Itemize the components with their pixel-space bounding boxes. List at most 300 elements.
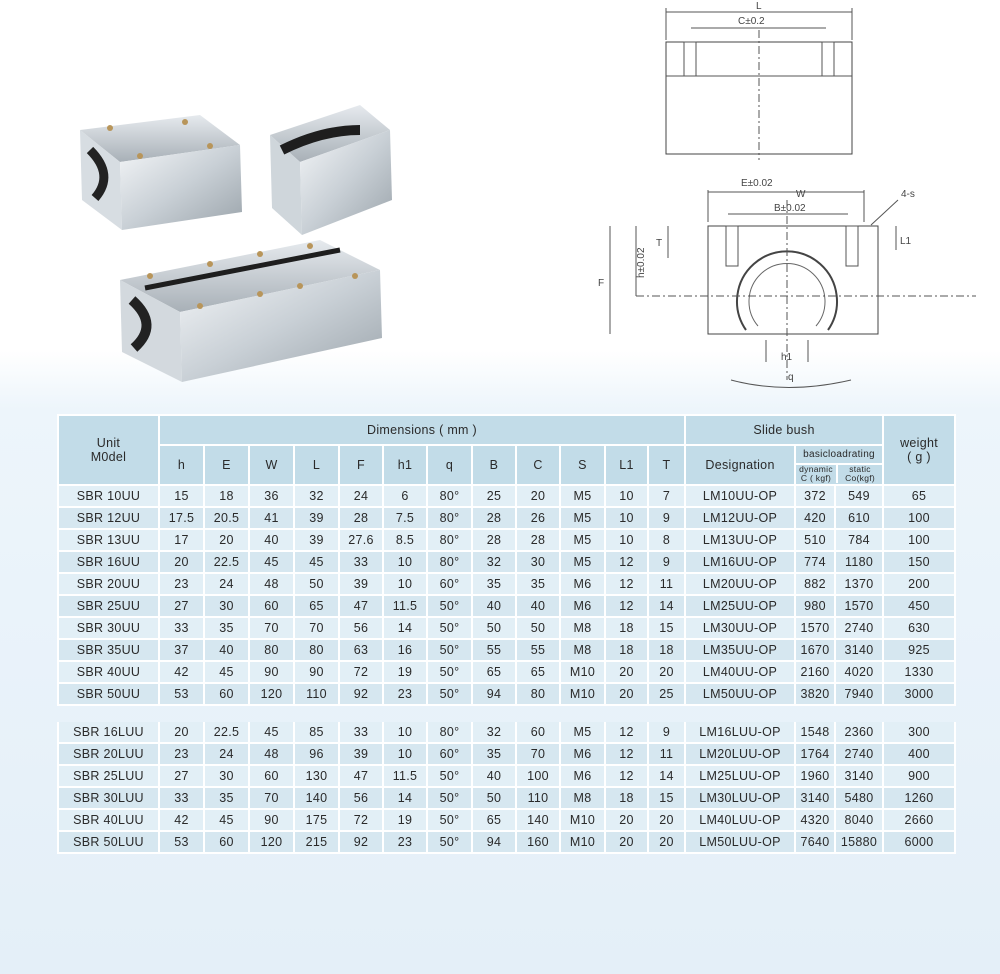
table-cell: 56 bbox=[339, 617, 383, 639]
table-cell: 10 bbox=[383, 551, 427, 573]
table-cell: 39 bbox=[339, 743, 383, 765]
table-cell: 24 bbox=[204, 743, 249, 765]
col-header: T bbox=[648, 445, 685, 485]
table-cell: 140 bbox=[294, 787, 339, 809]
table-cell: 60 bbox=[249, 765, 294, 787]
table-cell: 17.5 bbox=[159, 507, 204, 529]
table-cell: 20 bbox=[159, 551, 204, 573]
table-row bbox=[58, 765, 955, 787]
table-cell: 40 bbox=[472, 765, 516, 787]
table-cell: LM16UU-OP bbox=[685, 551, 795, 573]
table-cell: LM16LUU-OP bbox=[685, 721, 795, 743]
model-cell: SBR 40UU bbox=[58, 661, 159, 683]
table-cell: 130 bbox=[294, 765, 339, 787]
table-cell: 80 bbox=[249, 639, 294, 661]
table-cell: 80° bbox=[427, 507, 472, 529]
table-cell: 20 bbox=[204, 529, 249, 551]
table-cell: 47 bbox=[339, 765, 383, 787]
table-cell: 53 bbox=[159, 683, 204, 705]
table-cell: LM12UU-OP bbox=[685, 507, 795, 529]
table-cell: 8.5 bbox=[383, 529, 427, 551]
table-cell: 48 bbox=[249, 743, 294, 765]
table-cell: 150 bbox=[883, 551, 955, 573]
table-cell: 160 bbox=[516, 831, 560, 853]
table-cell: 18 bbox=[605, 617, 648, 639]
table-cell: 7940 bbox=[835, 683, 883, 705]
table-cell: 94 bbox=[472, 683, 516, 705]
table-cell: 12 bbox=[605, 573, 648, 595]
table-cell: 1764 bbox=[795, 743, 835, 765]
table-cell: 70 bbox=[294, 617, 339, 639]
table-cell: 11 bbox=[648, 743, 685, 765]
uu-rows bbox=[58, 485, 955, 705]
table-cell: 28 bbox=[339, 507, 383, 529]
label-T: T bbox=[656, 238, 663, 249]
table-cell: 50° bbox=[427, 639, 472, 661]
table-cell: 3140 bbox=[835, 765, 883, 787]
model-cell: SBR 16LUU bbox=[58, 721, 159, 743]
model-cell: SBR 12UU bbox=[58, 507, 159, 529]
table-cell: 65 bbox=[472, 661, 516, 683]
table-cell: 100 bbox=[516, 765, 560, 787]
model-cell: SBR 25LUU bbox=[58, 765, 159, 787]
table-cell: 30 bbox=[204, 765, 249, 787]
table-row bbox=[58, 573, 955, 595]
table-cell: 7.5 bbox=[383, 507, 427, 529]
table-cell: M10 bbox=[560, 683, 605, 705]
table-cell: M10 bbox=[560, 661, 605, 683]
table-cell: 33 bbox=[159, 787, 204, 809]
table-cell: 10 bbox=[383, 743, 427, 765]
table-cell: 5480 bbox=[835, 787, 883, 809]
table-cell: 48 bbox=[249, 573, 294, 595]
label-4s: 4-s bbox=[901, 189, 915, 200]
table-cell: 10 bbox=[383, 573, 427, 595]
table-cell: 28 bbox=[516, 529, 560, 551]
table-cell: 18 bbox=[605, 639, 648, 661]
table-cell: 50° bbox=[427, 765, 472, 787]
table-cell: 3820 bbox=[795, 683, 835, 705]
label-E: E±0.02 bbox=[741, 178, 773, 189]
table-cell: 50 bbox=[516, 617, 560, 639]
table-cell: 55 bbox=[472, 639, 516, 661]
table-cell: 8 bbox=[648, 529, 685, 551]
table-cell: 39 bbox=[294, 529, 339, 551]
table-cell: 23 bbox=[159, 573, 204, 595]
long-bearing-block-photo bbox=[120, 240, 382, 382]
table-cell: 94 bbox=[472, 831, 516, 853]
table-cell: LM35UU-OP bbox=[685, 639, 795, 661]
table-cell: 33 bbox=[159, 617, 204, 639]
spec-table bbox=[57, 414, 956, 854]
table-cell: 19 bbox=[383, 661, 427, 683]
table-cell: 200 bbox=[883, 573, 955, 595]
table-cell: LM10UU-OP bbox=[685, 485, 795, 507]
table-cell: M6 bbox=[560, 573, 605, 595]
table-cell: 27 bbox=[159, 765, 204, 787]
table-cell: 10 bbox=[605, 529, 648, 551]
label-C: C±0.2 bbox=[738, 16, 765, 27]
table-row bbox=[58, 551, 955, 573]
table-cell: 50° bbox=[427, 787, 472, 809]
table-cell: 2740 bbox=[835, 743, 883, 765]
col-header: W bbox=[249, 445, 294, 485]
table-cell: 3140 bbox=[835, 639, 883, 661]
table-cell: 1370 bbox=[835, 573, 883, 595]
table-cell: M5 bbox=[560, 529, 605, 551]
table-cell: 9 bbox=[648, 507, 685, 529]
model-cell: SBR 10UU bbox=[58, 485, 159, 507]
col-header: S bbox=[560, 445, 605, 485]
table-cell: 980 bbox=[795, 595, 835, 617]
table-cell: 20 bbox=[648, 809, 685, 831]
table-cell: 10 bbox=[383, 721, 427, 743]
table-cell: 3000 bbox=[883, 683, 955, 705]
table-cell: 35 bbox=[204, 787, 249, 809]
table-cell: 784 bbox=[835, 529, 883, 551]
linear-bearing-block-photo bbox=[80, 115, 242, 230]
table-cell: 110 bbox=[294, 683, 339, 705]
table-cell: 140 bbox=[516, 809, 560, 831]
table-cell: 20 bbox=[648, 831, 685, 853]
table-cell: 4020 bbox=[835, 661, 883, 683]
table-cell: 40 bbox=[249, 529, 294, 551]
table-cell: 92 bbox=[339, 683, 383, 705]
table-cell: LM50LUU-OP bbox=[685, 831, 795, 853]
table-cell: LM40UU-OP bbox=[685, 661, 795, 683]
table-row bbox=[58, 661, 955, 683]
table-row bbox=[58, 529, 955, 551]
table-cell: 80° bbox=[427, 529, 472, 551]
table-cell: 50° bbox=[427, 683, 472, 705]
table-cell: 17 bbox=[159, 529, 204, 551]
table-cell: 90 bbox=[294, 661, 339, 683]
label-q: q bbox=[788, 372, 794, 383]
table-cell: M5 bbox=[560, 721, 605, 743]
front-view-drawing bbox=[598, 178, 976, 388]
table-cell: 80 bbox=[294, 639, 339, 661]
table-cell: 10 bbox=[605, 507, 648, 529]
table-cell: 9 bbox=[648, 551, 685, 573]
table-cell: 28 bbox=[472, 507, 516, 529]
table-cell: 24 bbox=[339, 485, 383, 507]
table-cell: 549 bbox=[835, 485, 883, 507]
table-cell: 1180 bbox=[835, 551, 883, 573]
table-cell: 35 bbox=[472, 743, 516, 765]
table-cell: LM20LUU-OP bbox=[685, 743, 795, 765]
table-cell: 30 bbox=[516, 551, 560, 573]
unit-model-header: Unit M0del bbox=[58, 415, 159, 485]
table-cell: 11 bbox=[648, 573, 685, 595]
table-cell: 20 bbox=[605, 661, 648, 683]
table-cell: 610 bbox=[835, 507, 883, 529]
table-cell: LM40LUU-OP bbox=[685, 809, 795, 831]
table-cell: 50° bbox=[427, 617, 472, 639]
table-cell: 510 bbox=[795, 529, 835, 551]
table-row bbox=[58, 743, 955, 765]
table-cell: 80° bbox=[427, 551, 472, 573]
table-cell: 1548 bbox=[795, 721, 835, 743]
table-cell: 630 bbox=[883, 617, 955, 639]
table-cell: 120 bbox=[249, 683, 294, 705]
table-cell: LM25LUU-OP bbox=[685, 765, 795, 787]
table-cell: 11.5 bbox=[383, 765, 427, 787]
table-cell: 400 bbox=[883, 743, 955, 765]
table-cell: 1260 bbox=[883, 787, 955, 809]
table-gap bbox=[58, 705, 955, 721]
table-cell: 20.5 bbox=[204, 507, 249, 529]
label-L1: L1 bbox=[900, 236, 912, 247]
table-cell: 2740 bbox=[835, 617, 883, 639]
table-cell: 60 bbox=[204, 831, 249, 853]
table-cell: 1570 bbox=[835, 595, 883, 617]
table-cell: 60° bbox=[427, 573, 472, 595]
table-cell: 45 bbox=[204, 809, 249, 831]
col-header: B bbox=[472, 445, 516, 485]
table-cell: 72 bbox=[339, 809, 383, 831]
table-cell: 12 bbox=[605, 765, 648, 787]
table-cell: 25 bbox=[648, 683, 685, 705]
top-view-drawing bbox=[666, 1, 852, 160]
table-cell: 18 bbox=[605, 787, 648, 809]
table-cell: 120 bbox=[249, 831, 294, 853]
table-row bbox=[58, 809, 955, 831]
model-cell: SBR 13UU bbox=[58, 529, 159, 551]
label-W: W bbox=[796, 189, 806, 200]
table-cell: 35 bbox=[204, 617, 249, 639]
table-cell: 10 bbox=[605, 485, 648, 507]
table-cell: 14 bbox=[383, 787, 427, 809]
table-cell: 50° bbox=[427, 809, 472, 831]
table-cell: 60° bbox=[427, 743, 472, 765]
table-cell: 80° bbox=[427, 485, 472, 507]
table-row bbox=[58, 721, 955, 743]
table-cell: 12 bbox=[605, 595, 648, 617]
table-cell: 27 bbox=[159, 595, 204, 617]
model-cell: SBR 30LUU bbox=[58, 787, 159, 809]
table-cell: 63 bbox=[339, 639, 383, 661]
table-cell: M6 bbox=[560, 595, 605, 617]
table-cell: 32 bbox=[472, 721, 516, 743]
model-cell: SBR 20UU bbox=[58, 573, 159, 595]
table-row bbox=[58, 485, 955, 507]
table-cell: 22.5 bbox=[204, 551, 249, 573]
table-row bbox=[58, 507, 955, 529]
table-cell: 72 bbox=[339, 661, 383, 683]
table-cell: 70 bbox=[516, 743, 560, 765]
table-cell: 215 bbox=[294, 831, 339, 853]
table-cell: 39 bbox=[294, 507, 339, 529]
weight-header: weight ( g ) bbox=[883, 415, 955, 485]
table-cell: 41 bbox=[249, 507, 294, 529]
col-header: h bbox=[159, 445, 204, 485]
col-header: E bbox=[204, 445, 249, 485]
dimensions-header: Dimensions ( mm ) bbox=[159, 415, 685, 445]
table-cell: 8040 bbox=[835, 809, 883, 831]
table-cell: 1570 bbox=[795, 617, 835, 639]
table-cell: 40 bbox=[516, 595, 560, 617]
table-cell: 65 bbox=[883, 485, 955, 507]
table-cell: 42 bbox=[159, 809, 204, 831]
table-cell: 420 bbox=[795, 507, 835, 529]
model-cell: SBR 30UU bbox=[58, 617, 159, 639]
col-header: C bbox=[516, 445, 560, 485]
table-cell: M10 bbox=[560, 831, 605, 853]
table-cell: 65 bbox=[472, 809, 516, 831]
table-cell: 35 bbox=[472, 573, 516, 595]
label-L: L bbox=[756, 1, 762, 12]
model-cell: SBR 50UU bbox=[58, 683, 159, 705]
label-h1: h1 bbox=[781, 352, 793, 363]
product-photos bbox=[60, 90, 400, 390]
table-cell: 28 bbox=[472, 529, 516, 551]
table-cell: 80 bbox=[516, 683, 560, 705]
table-cell: 14 bbox=[383, 617, 427, 639]
table-cell: 22.5 bbox=[204, 721, 249, 743]
table-cell: 16 bbox=[383, 639, 427, 661]
label-B: B±0.02 bbox=[774, 203, 806, 214]
table-cell: 45 bbox=[249, 721, 294, 743]
table-cell: 70 bbox=[249, 617, 294, 639]
table-cell: 40 bbox=[204, 639, 249, 661]
table-cell: 900 bbox=[883, 765, 955, 787]
table-cell: 15 bbox=[159, 485, 204, 507]
table-cell: 65 bbox=[516, 661, 560, 683]
col-header: q bbox=[427, 445, 472, 485]
table-cell: 20 bbox=[605, 831, 648, 853]
label-F: F bbox=[598, 278, 605, 289]
slide-bush-header: Slide bush bbox=[685, 415, 883, 445]
table-cell: 300 bbox=[883, 721, 955, 743]
table-cell: 882 bbox=[795, 573, 835, 595]
table-cell: M8 bbox=[560, 617, 605, 639]
table-cell: 20 bbox=[159, 721, 204, 743]
table-cell: 26 bbox=[516, 507, 560, 529]
open-bearing-block-photo bbox=[270, 105, 392, 235]
table-cell: 37 bbox=[159, 639, 204, 661]
table-cell: 32 bbox=[472, 551, 516, 573]
table-cell: 1330 bbox=[883, 661, 955, 683]
table-cell: 372 bbox=[795, 485, 835, 507]
table-cell: 50° bbox=[427, 831, 472, 853]
table-row bbox=[58, 683, 955, 705]
table-cell: 18 bbox=[204, 485, 249, 507]
table-cell: 24 bbox=[204, 573, 249, 595]
table-cell: 9 bbox=[648, 721, 685, 743]
table-cell: LM25UU-OP bbox=[685, 595, 795, 617]
model-cell: SBR 35UU bbox=[58, 639, 159, 661]
table-cell: 55 bbox=[516, 639, 560, 661]
table-cell: 90 bbox=[249, 661, 294, 683]
table-cell: LM30UU-OP bbox=[685, 617, 795, 639]
table-cell: M10 bbox=[560, 809, 605, 831]
table-cell: 774 bbox=[795, 551, 835, 573]
table-cell: M6 bbox=[560, 765, 605, 787]
table-cell: 925 bbox=[883, 639, 955, 661]
table-cell: 11.5 bbox=[383, 595, 427, 617]
table-cell: 33 bbox=[339, 551, 383, 573]
table-cell: 35 bbox=[516, 573, 560, 595]
table-cell: 50° bbox=[427, 661, 472, 683]
table-cell: 85 bbox=[294, 721, 339, 743]
table-cell: 18 bbox=[648, 639, 685, 661]
table-cell: 15 bbox=[648, 787, 685, 809]
table-row bbox=[58, 831, 955, 853]
table-cell: 20 bbox=[605, 809, 648, 831]
table-row bbox=[58, 595, 955, 617]
table-cell: M6 bbox=[560, 743, 605, 765]
table-cell: 36 bbox=[249, 485, 294, 507]
model-cell: SBR 25UU bbox=[58, 595, 159, 617]
table-cell: 15 bbox=[648, 617, 685, 639]
table-cell: 50 bbox=[294, 573, 339, 595]
model-cell: SBR 50LUU bbox=[58, 831, 159, 853]
col-header: L1 bbox=[605, 445, 648, 485]
table-cell: 50 bbox=[472, 617, 516, 639]
table-cell: 100 bbox=[883, 507, 955, 529]
table-row bbox=[58, 787, 955, 809]
table-cell: 1960 bbox=[795, 765, 835, 787]
table-cell: LM50UU-OP bbox=[685, 683, 795, 705]
table-cell: 80° bbox=[427, 721, 472, 743]
table-cell: 45 bbox=[204, 661, 249, 683]
technical-drawing bbox=[596, 0, 1000, 400]
table-cell: 39 bbox=[339, 573, 383, 595]
table-cell: 100 bbox=[883, 529, 955, 551]
table-cell: 6000 bbox=[883, 831, 955, 853]
col-header: F bbox=[339, 445, 383, 485]
table-cell: 27.6 bbox=[339, 529, 383, 551]
table-cell: 60 bbox=[516, 721, 560, 743]
luu-rows bbox=[58, 721, 955, 853]
table-cell: 47 bbox=[339, 595, 383, 617]
table-row bbox=[58, 617, 955, 639]
table-cell: 6 bbox=[383, 485, 427, 507]
table-cell: 110 bbox=[516, 787, 560, 809]
table-cell: 53 bbox=[159, 831, 204, 853]
table-cell: 20 bbox=[605, 683, 648, 705]
table-cell: 20 bbox=[516, 485, 560, 507]
table-cell: 50° bbox=[427, 595, 472, 617]
table-cell: 92 bbox=[339, 831, 383, 853]
table-cell: 12 bbox=[605, 721, 648, 743]
table-cell: 175 bbox=[294, 809, 339, 831]
table-cell: M5 bbox=[560, 485, 605, 507]
table-cell: 32 bbox=[294, 485, 339, 507]
table-cell: 19 bbox=[383, 809, 427, 831]
table-cell: 12 bbox=[605, 743, 648, 765]
table-cell: 90 bbox=[249, 809, 294, 831]
designation-header: Designation bbox=[685, 445, 795, 485]
table-row bbox=[58, 639, 955, 661]
table-cell: LM13UU-OP bbox=[685, 529, 795, 551]
table-cell: 33 bbox=[339, 721, 383, 743]
table-cell: 3140 bbox=[795, 787, 835, 809]
table-cell: 30 bbox=[204, 595, 249, 617]
table-cell: 4320 bbox=[795, 809, 835, 831]
table-cell: 2160 bbox=[795, 661, 835, 683]
table-cell: 25 bbox=[472, 485, 516, 507]
table-cell: 450 bbox=[883, 595, 955, 617]
table-cell: 50 bbox=[472, 787, 516, 809]
label-h: h±0.02 bbox=[636, 247, 647, 278]
table-cell: 23 bbox=[383, 831, 427, 853]
table-cell: 23 bbox=[383, 683, 427, 705]
model-cell: SBR 16UU bbox=[58, 551, 159, 573]
table-cell: 23 bbox=[159, 743, 204, 765]
table-cell: 15880 bbox=[835, 831, 883, 853]
model-cell: SBR 40LUU bbox=[58, 809, 159, 831]
